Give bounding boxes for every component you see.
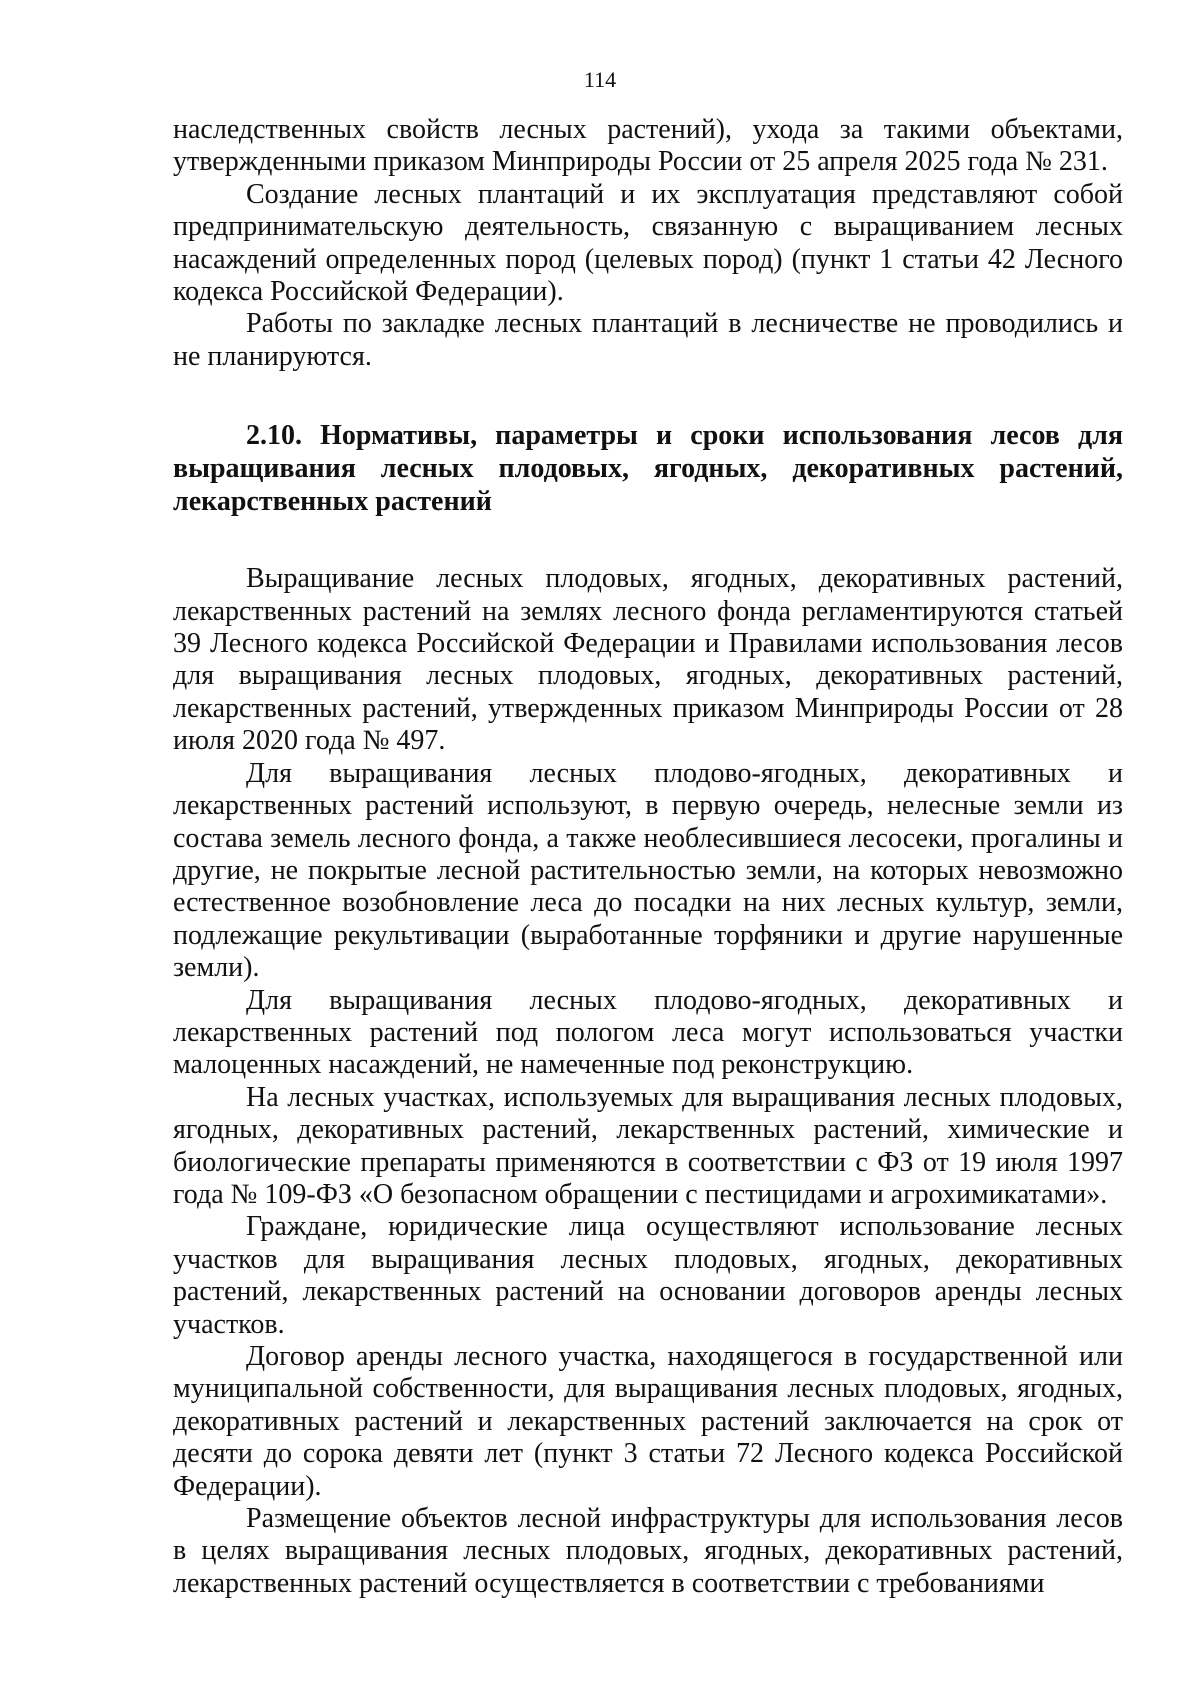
paragraph: Для выращивания лесных плодово-ягодных, декоративных и лекарственных растений используют, в первую очередь, нелесные земли из состава земель лесного фонда, а также необлесившиеся лесосеки, прогалины и другие, не покрытые лесной растительностью земли, на которых невозможно естественное возобновление леса до посадки на них лесных культур, земли, подлежащие рекультивации (выработанные торфяники и другие нарушенные земли). — [173, 757, 1123, 984]
section-heading: 2.10. Нормативы, параметры и сроки использования лесов для выращивания лесных плодовых, ягодных, декоративных растений, лекарственных растений — [173, 420, 1123, 518]
document-body — [173, 114, 1123, 1600]
paragraph: На лесных участках, используемых для выращивания лесных плодовых, ягодных, декоративных растений, лекарственных растений, химические и биологические препараты применяются в соответствии с ФЗ от 19 июля 1997 года № 109-ФЗ «О безопасном обращении с пестицидами и агрохимикатами». — [173, 1081, 1123, 1210]
paragraph: Создание лесных плантаций и их эксплуатация представляют собой предпринимательскую деятельность, связанную с выращиванием лесных насаждений определенных пород (целевых пород) (пункт 1 статьи 42 Лесного кодекса Российской Федерации). — [173, 178, 1123, 308]
paragraph: Размещение объектов лесной инфраструктуры для использования лесов в целях выращивания лесных плодовых, ягодных, декоративных растений, лекарственных растений осуществляется в соответствии с требованиями — [173, 1503, 1123, 1599]
paragraph: Договор аренды лесного участка, находящегося в государственной или муниципальной собственности, для выращивания лесных плодовых, ягодных, декоративных растений и лекарственных растений заключается на срок от десяти до сорока девяти лет (пункт 3 статьи 72 Лесного кодекса Российской Федерации). — [173, 1341, 1123, 1502]
paragraph-continuation: наследственных свойств лесных растений), ухода за такими объектами, утвержденными приказом Минприроды России от 25 апреля 2025 года № 231. — [173, 114, 1123, 178]
paragraph: Выращивание лесных плодовых, ягодных, декоративных растений, лекарственных растений на землях лесного фонда регламентируются статьей 39 Лесного кодекса Российской Федерации и Правилами использования лесов для выращивания лесных плодовых, ягодных, декоративных растений, лекарственных растений, утвержденных приказом Минприроды России от 28 июля 2020 года № 497. — [173, 563, 1123, 757]
paragraph: Работы по закладке лесных плантаций в лесничестве не проводились и не планируются. — [173, 308, 1123, 372]
paragraph: Граждане, юридические лица осуществляют использование лесных участков для выращивания лесных плодовых, ягодных, декоративных растений, лекарственных растений на основании договоров аренды лесных участков. — [173, 1211, 1123, 1340]
paragraph: Для выращивания лесных плодово-ягодных, декоративных и лекарственных растений под пологом леса могут использоваться участки малоценных насаждений, не намеченные под реконструкцию. — [173, 984, 1123, 1081]
page-number: 114 — [583, 67, 617, 92]
